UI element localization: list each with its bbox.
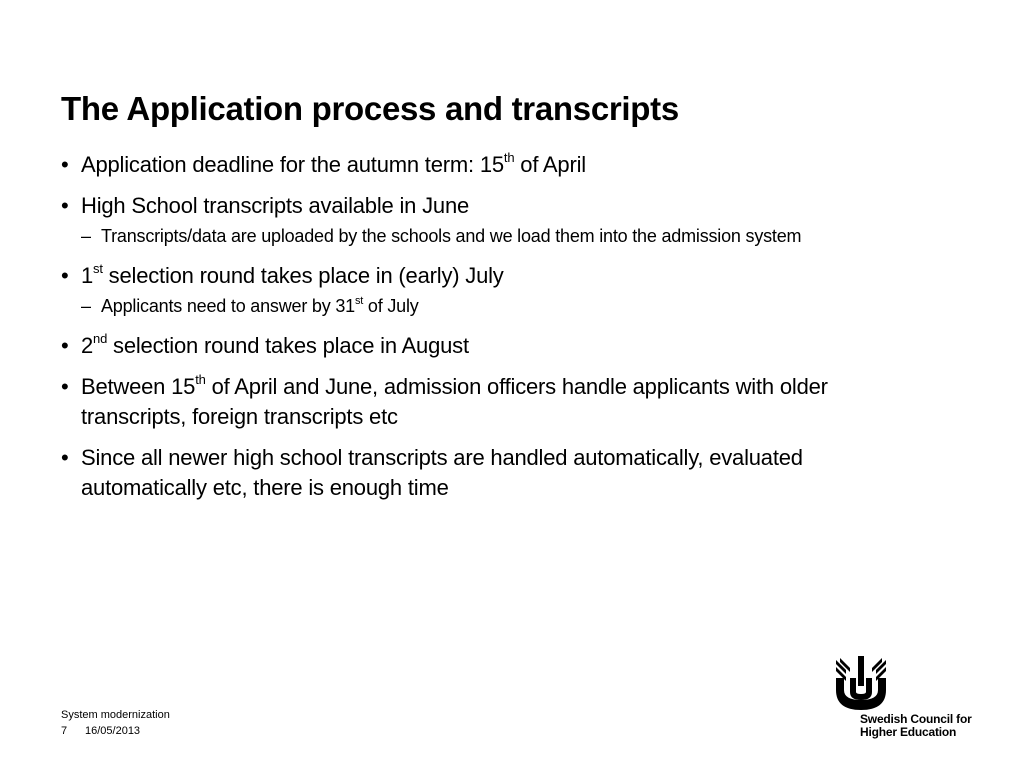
text-run: Application deadline for the autumn term: 15 — [81, 152, 504, 177]
text-run: 1 — [81, 263, 94, 288]
sub-bullet-marker: – — [81, 296, 92, 316]
bullet-marker: • — [61, 374, 69, 399]
logo-text-line2: Higher Education — [860, 725, 957, 739]
sub-list — [81, 222, 861, 250]
text-run: Between 15 — [81, 374, 196, 399]
bullet-item — [61, 150, 861, 180]
text-run: of April and June, admission officers handle applicants with older transcripts, foreign transcripts etc — [81, 374, 828, 429]
sub-list — [81, 292, 861, 320]
sub-bullet-item — [81, 222, 861, 250]
page-number: 7 — [61, 725, 68, 737]
bullet-list — [61, 150, 861, 514]
footer-date: 16/05/2013 — [85, 725, 141, 737]
bullet-item — [61, 372, 861, 432]
text-run: Since all newer high school transcripts are handled automatically, evaluated automatically etc, there is enough time — [81, 445, 803, 500]
bullet-text — [81, 261, 861, 291]
text-run: 2 — [81, 333, 94, 358]
bullet-item — [61, 331, 861, 361]
bullet-item — [61, 191, 861, 250]
superscript: nd — [93, 330, 108, 346]
bullet-marker: • — [61, 152, 69, 177]
footer — [61, 707, 170, 739]
book-emblem-icon — [834, 656, 888, 710]
text-run: Transcripts/data are uploaded by the schools and we load them into the admission system — [101, 226, 802, 246]
bullet-text — [81, 331, 861, 361]
text-run: High School transcripts available in June — [81, 193, 470, 218]
logo-text-line1: Swedish Council for — [860, 712, 972, 726]
text-run: selection round takes place in (early) July — [102, 263, 504, 288]
bullet-marker: • — [61, 445, 69, 470]
text-run: selection round takes place in August — [107, 333, 469, 358]
superscript: th — [195, 371, 206, 387]
sub-bullet-text — [101, 222, 861, 250]
text-run: of April — [514, 152, 586, 177]
footer-subtitle: System modernization — [61, 709, 170, 721]
logo-text — [860, 713, 972, 739]
bullet-item — [61, 443, 861, 503]
text-run: Applicants need to answer by 31 — [101, 296, 355, 316]
footer-page-date — [61, 723, 170, 739]
bullet-item — [61, 261, 861, 320]
organization-logo — [834, 656, 984, 746]
bullet-marker: • — [61, 193, 69, 218]
bullet-text — [81, 443, 861, 503]
bullet-text — [81, 372, 861, 432]
superscript: st — [354, 295, 364, 307]
slide-title: The Application process and transcripts — [61, 90, 679, 127]
bullet-marker: • — [61, 263, 69, 288]
sub-bullet-text — [101, 292, 861, 320]
superscript: th — [503, 149, 515, 165]
sub-bullet-marker: – — [81, 226, 92, 246]
bullet-marker: • — [61, 333, 69, 358]
bullet-text — [81, 150, 861, 180]
bullet-text — [81, 191, 861, 221]
superscript: st — [93, 260, 103, 276]
text-run: of July — [363, 296, 419, 316]
sub-bullet-item — [81, 292, 861, 320]
